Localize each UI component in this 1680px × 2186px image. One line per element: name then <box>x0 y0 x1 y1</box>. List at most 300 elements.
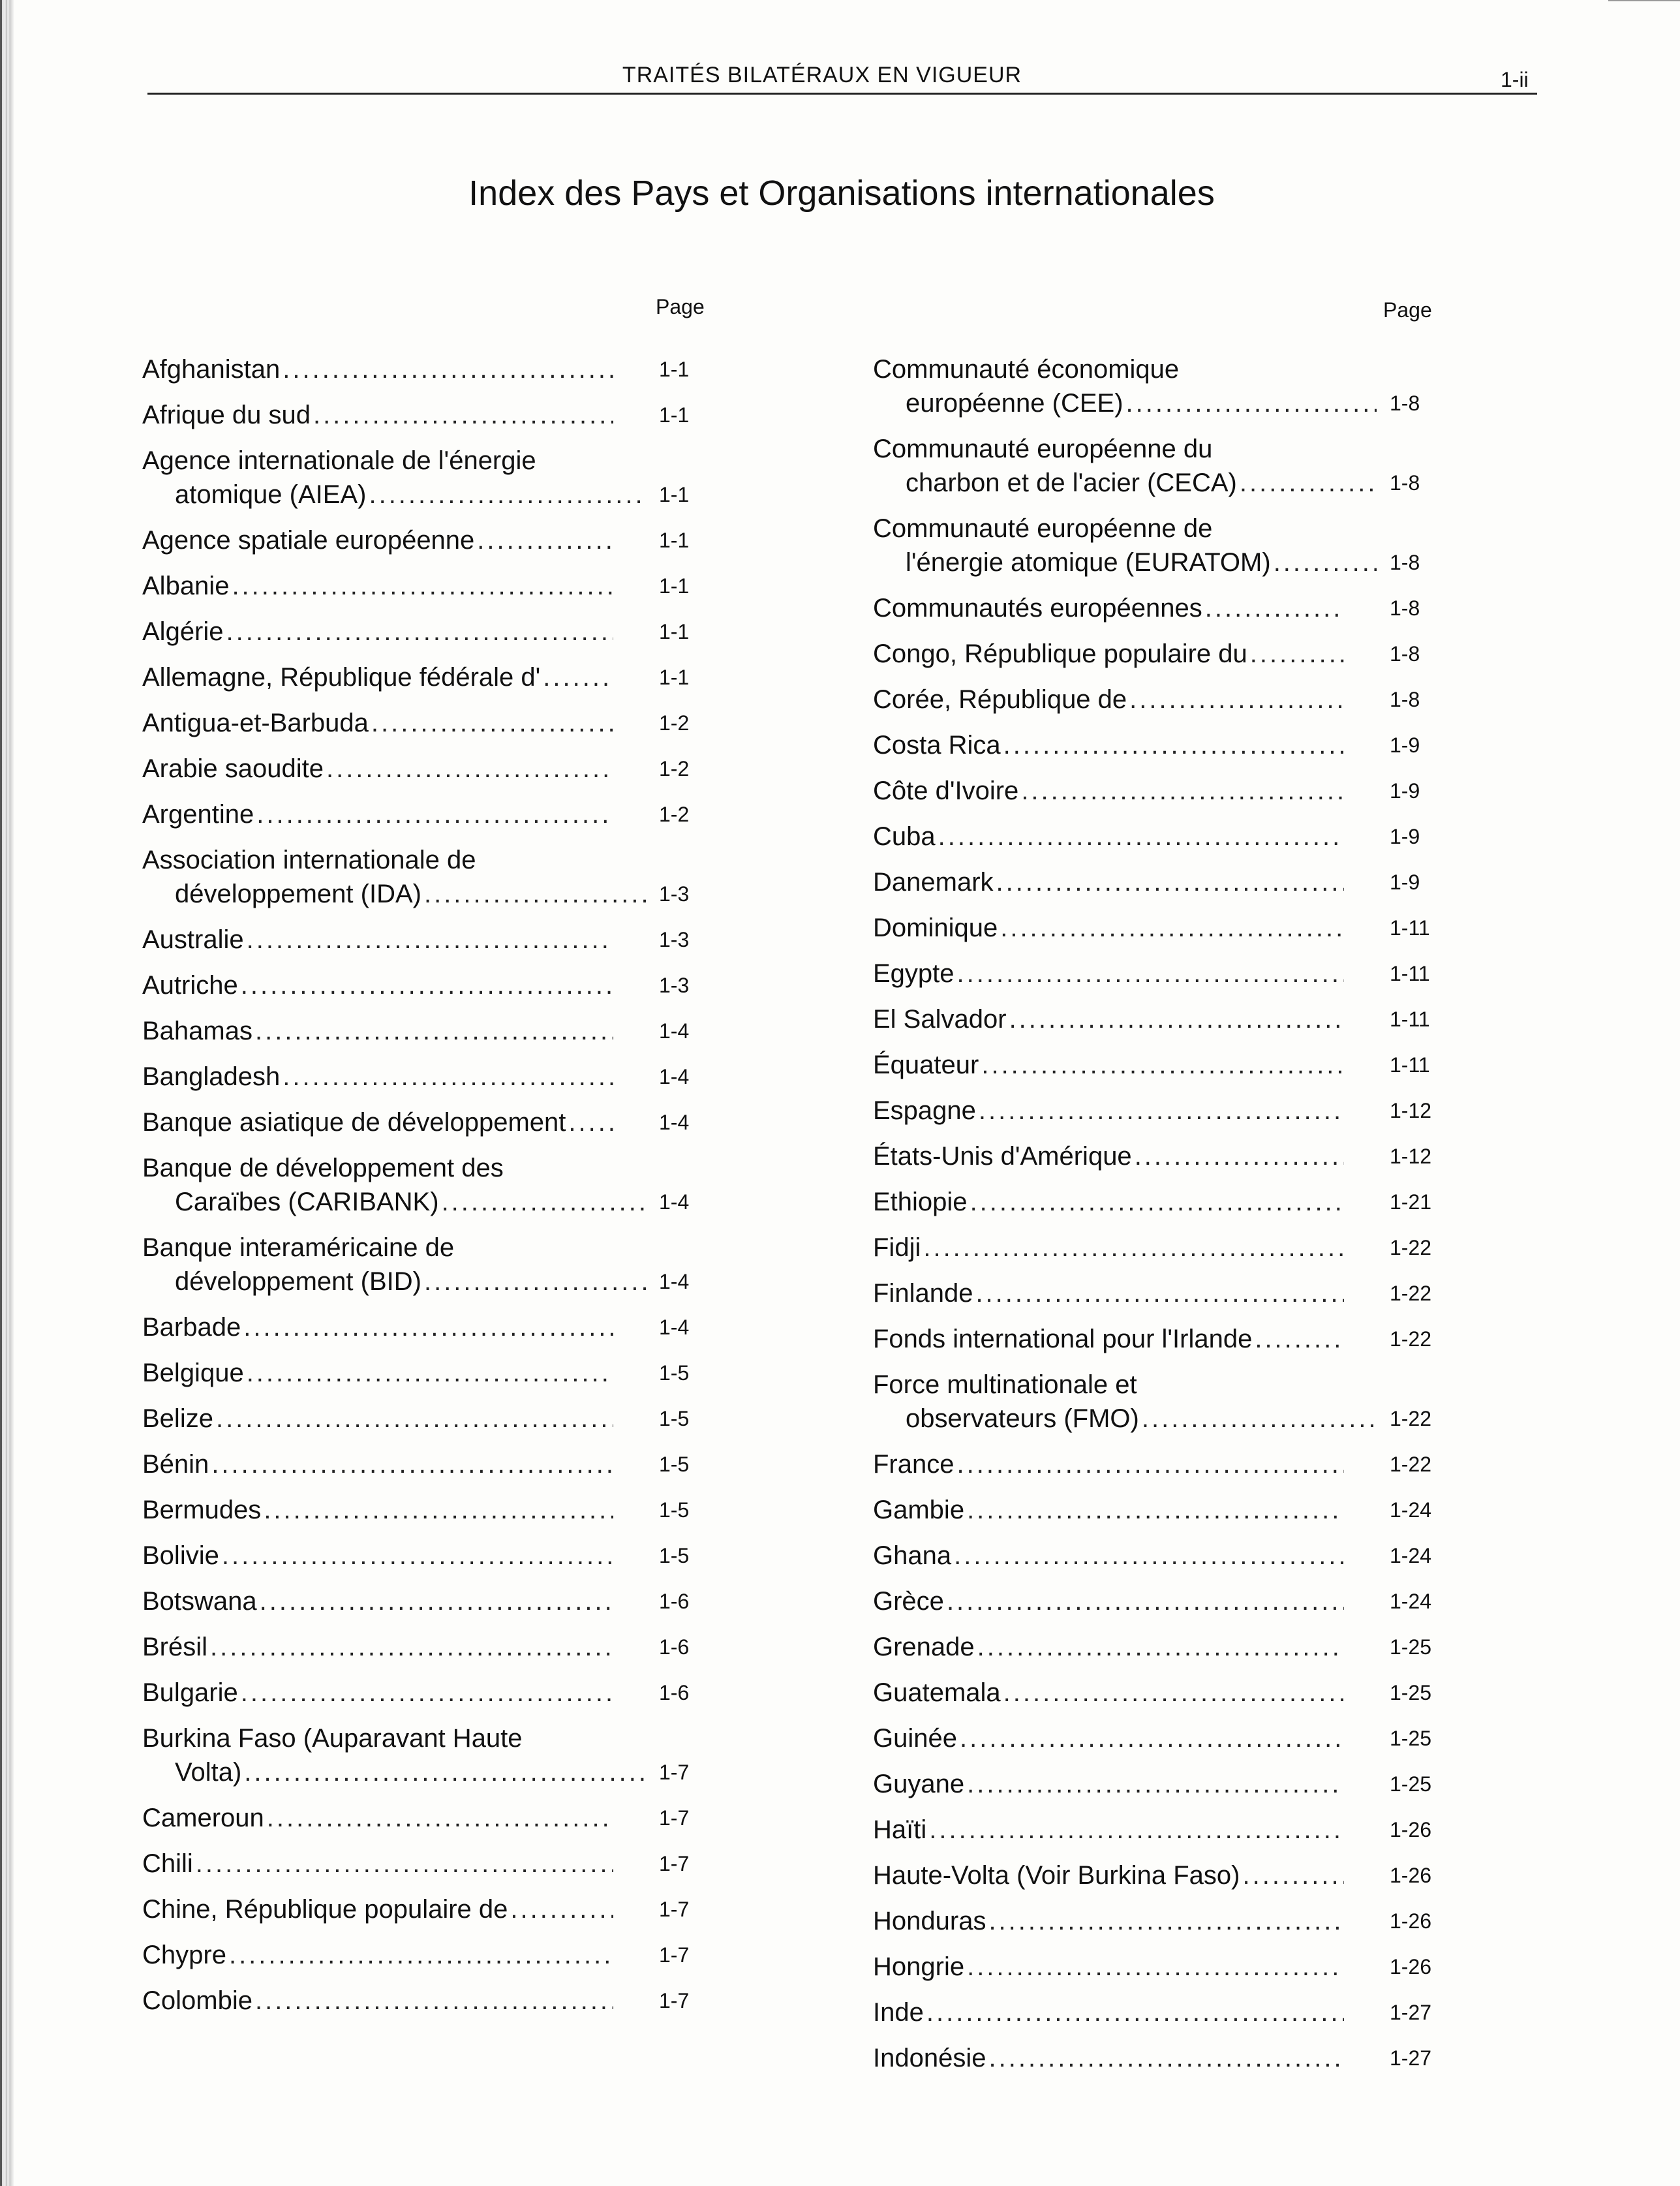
index-entry <box>142 1539 703 1573</box>
index-entry-name: Algérie <box>142 617 224 646</box>
index-entry-name: Bulgarie <box>142 1678 238 1707</box>
dot-leader <box>229 1938 613 1972</box>
index-entry-name: Egypte <box>873 959 955 988</box>
index-entry <box>142 523 703 557</box>
index-entry <box>142 706 703 740</box>
index-entry-name: Allemagne, République fédérale d' <box>142 663 541 692</box>
index-entry-name: Antigua-et-Barbuda <box>142 709 369 737</box>
index-entry <box>873 1048 1447 1082</box>
index-entry-name: Fidji <box>873 1233 921 1262</box>
index-entry-page: 1-3 <box>659 974 690 997</box>
index-entry-name: Guinée <box>873 1724 957 1753</box>
running-header-title: TRAITÉS BILATÉRAUX EN VIGUEUR <box>622 63 1022 87</box>
index-entry <box>873 1185 1447 1219</box>
index-entry-name: observateurs (FMO) <box>906 1404 1139 1433</box>
index-entry-name: Bolivie <box>142 1541 219 1570</box>
dot-leader <box>977 1630 1344 1664</box>
header-rule <box>147 93 1537 95</box>
index-entry-name: Ethiopie <box>873 1188 968 1216</box>
dot-leader <box>979 1094 1344 1128</box>
index-entry-page: 1-3 <box>659 882 690 906</box>
index-entry-line <box>142 615 613 649</box>
index-entry <box>873 1139 1447 1173</box>
index-entry-line <box>873 1002 1344 1036</box>
index-entry-name: Albanie <box>142 572 230 600</box>
index-entry-line <box>142 1847 613 1881</box>
index-entry-page: 1-21 <box>1390 1190 1432 1214</box>
dot-leader <box>260 1584 613 1618</box>
index-entry-line <box>873 774 1344 808</box>
index-entry-first-line: Communauté économique <box>873 355 1180 384</box>
dot-leader <box>313 398 613 432</box>
index-entry-page: 1-26 <box>1390 1955 1432 1978</box>
dot-leader <box>371 706 613 740</box>
dot-leader <box>241 968 613 1002</box>
index-entry-line <box>142 706 613 740</box>
index-entry-page: 1-2 <box>659 711 690 735</box>
index-entry-name: Ghana <box>873 1541 952 1570</box>
index-entry-line <box>873 2041 1344 2075</box>
dot-leader <box>957 1447 1345 1481</box>
index-entry <box>873 1995 1447 2029</box>
dot-leader <box>232 569 613 603</box>
index-entry-line <box>142 1539 613 1573</box>
index-entry-name: Danemark <box>873 868 994 897</box>
index-entry <box>873 1322 1447 1356</box>
index-entry-line <box>873 1767 1344 1801</box>
index-entry <box>142 1310 703 1344</box>
dot-leader <box>568 1105 613 1139</box>
index-entry-page: 1-9 <box>1390 733 1420 757</box>
index-entry <box>873 820 1447 854</box>
index-entry-line <box>873 546 1377 579</box>
index-entry-name: Chypre <box>142 1941 226 1969</box>
index-entry-name: Cameroun <box>142 1804 264 1832</box>
index-entry-line <box>142 1060 613 1094</box>
index-entry-page: 1-5 <box>659 1544 690 1567</box>
index-entry-line <box>873 1995 1344 2029</box>
index-entry <box>142 1676 703 1710</box>
scan-mark <box>1608 0 1680 4</box>
index-entry-line <box>873 1813 1344 1847</box>
index-entry-first-line: Force multinationale et <box>873 1370 1137 1399</box>
index-entry-page: 1-6 <box>659 1590 690 1613</box>
index-entry-line <box>873 1584 1344 1618</box>
index-entry <box>873 1858 1447 1892</box>
index-entry-line <box>142 1356 613 1390</box>
index-entry-name: Argentine <box>142 800 254 829</box>
index-entry-line <box>142 352 613 386</box>
index-entry-name: Brésil <box>142 1633 208 1661</box>
index-entry <box>873 1721 1447 1755</box>
index-entry-page: 1-1 <box>659 620 690 643</box>
index-entry <box>873 1584 1447 1618</box>
dot-leader <box>255 1984 613 2018</box>
dot-leader <box>938 820 1344 854</box>
dot-leader <box>442 1185 646 1219</box>
index-entry <box>142 752 703 786</box>
index-entry-line <box>142 478 646 512</box>
index-entry-first-line: Agence internationale de l'énergie <box>142 446 536 475</box>
dot-leader <box>1021 774 1344 808</box>
dot-leader <box>1126 386 1377 420</box>
index-entry-line <box>873 1447 1344 1481</box>
index-entry-name: Autriche <box>142 971 238 1000</box>
index-entry-page: 1-26 <box>1390 1909 1432 1933</box>
index-entry-line <box>873 1950 1344 1984</box>
index-entry-name: Guatemala <box>873 1678 1001 1707</box>
index-entry <box>873 512 1447 579</box>
index-entry-first-line: Communauté européenne de <box>873 514 1213 543</box>
index-entry-name: Communautés européennes <box>873 594 1202 623</box>
index-entry-line <box>873 820 1344 854</box>
index-entry-page: 1-25 <box>1390 1772 1432 1796</box>
index-entry-name: Hongrie <box>873 1952 965 1981</box>
index-entry <box>873 637 1447 671</box>
index-entry-name: l'énergie atomique (EURATOM) <box>906 548 1271 577</box>
index-entry <box>142 1356 703 1390</box>
index-entry-line <box>873 1139 1344 1173</box>
index-entry <box>873 774 1447 808</box>
dot-leader <box>1003 1676 1344 1710</box>
index-entry-line <box>873 637 1344 671</box>
index-entry-line <box>873 1048 1344 1082</box>
index-entry <box>873 911 1447 945</box>
index-entry-line <box>142 1801 613 1835</box>
index-entry-line <box>873 683 1344 716</box>
index-entry-name: Chine, République populaire de <box>142 1895 508 1924</box>
index-entry-page: 1-5 <box>659 1498 690 1522</box>
index-entry-page: 1-4 <box>659 1270 690 1293</box>
index-entry <box>142 1984 703 2018</box>
index-entry-name: Botswana <box>142 1587 257 1616</box>
index-entry-line <box>142 1185 646 1219</box>
dot-leader <box>1242 1858 1344 1892</box>
index-entry <box>142 1231 703 1299</box>
index-entry-page: 1-1 <box>659 483 690 506</box>
dot-leader <box>369 478 646 512</box>
index-entry-first-line: Association internationale de <box>142 846 476 874</box>
index-entry <box>873 957 1447 991</box>
index-entry-name: Haïti <box>873 1815 927 1844</box>
index-entry-line <box>873 466 1377 500</box>
index-entry-name: El Salvador <box>873 1005 1007 1034</box>
dot-leader <box>1000 911 1344 945</box>
index-entry-line <box>142 523 613 557</box>
index-entry-page: 1-12 <box>1390 1099 1432 1122</box>
index-entry-name: Bahamas <box>142 1017 252 1045</box>
index-entry-first-line: Banque de développement des <box>142 1154 504 1182</box>
right-index-column <box>873 352 1447 2087</box>
dot-leader <box>970 1185 1344 1219</box>
index-entry <box>873 1950 1447 1984</box>
dot-leader <box>929 1813 1344 1847</box>
index-entry-page: 1-9 <box>1390 779 1420 803</box>
index-entry-name: Bermudes <box>142 1496 262 1524</box>
index-entry-page: 1-7 <box>659 1989 690 2012</box>
index-entry <box>142 1151 703 1219</box>
index-entry-name: Colombie <box>142 1986 252 2015</box>
index-entry <box>142 352 703 386</box>
index-entry-first-line: Communauté européenne du <box>873 435 1213 463</box>
index-entry <box>142 398 703 432</box>
dot-leader <box>424 877 646 911</box>
index-entry-page: 1-11 <box>1390 962 1430 985</box>
index-entry-name: Chili <box>142 1849 193 1878</box>
index-entry-line <box>873 1185 1344 1219</box>
index-entry-line <box>142 398 613 432</box>
index-entry-line <box>873 1276 1344 1310</box>
index-entry-page: 1-1 <box>659 529 690 552</box>
index-entry-name: Équateur <box>873 1051 979 1079</box>
index-entry-name: développement (IDA) <box>175 880 421 908</box>
index-entry <box>142 1402 703 1436</box>
index-entry-name: Costa Rica <box>873 731 1001 760</box>
left-index-column <box>142 352 703 2029</box>
index-entry-page: 1-11 <box>1390 916 1430 940</box>
dot-leader <box>1274 546 1377 579</box>
index-entry-line <box>873 865 1344 899</box>
index-entry-name: Bangladesh <box>142 1062 281 1091</box>
dot-leader <box>247 923 613 957</box>
index-entry-line <box>142 1265 646 1299</box>
index-entry-page: 1-1 <box>659 574 690 598</box>
index-entry <box>873 1094 1447 1128</box>
index-entry-page: 1-24 <box>1390 1498 1432 1522</box>
dot-leader <box>247 1356 613 1390</box>
index-entry <box>142 1105 703 1139</box>
index-entry <box>142 1892 703 1926</box>
index-entry <box>873 1813 1447 1847</box>
index-entry-line <box>142 569 613 603</box>
index-entry <box>873 683 1447 716</box>
dot-leader <box>283 1060 613 1094</box>
dot-leader <box>981 1048 1344 1082</box>
index-entry-name: Arabie saoudite <box>142 754 324 783</box>
index-entry <box>873 1539 1447 1573</box>
index-entry-page: 1-25 <box>1390 1635 1432 1659</box>
index-entry <box>873 1676 1447 1710</box>
index-entry-line <box>142 1630 613 1664</box>
index-entry <box>873 1904 1447 1938</box>
dot-leader <box>975 1276 1344 1310</box>
index-entry <box>873 1002 1447 1036</box>
index-entry <box>142 444 703 512</box>
index-entry-page: 1-8 <box>1390 392 1420 415</box>
index-entry-page: 1-22 <box>1390 1236 1432 1259</box>
index-entry-page: 1-8 <box>1390 642 1420 666</box>
index-entry <box>142 923 703 957</box>
index-entry-line <box>142 797 613 831</box>
index-entry-name: Gambie <box>873 1496 965 1524</box>
index-entry-line <box>873 1721 1344 1755</box>
index-entry-name: États-Unis d'Amérique <box>873 1142 1132 1171</box>
index-entry-page: 1-9 <box>1390 870 1420 894</box>
index-entry-page: 1-4 <box>659 1111 690 1134</box>
dot-leader <box>1009 1002 1344 1036</box>
dot-leader <box>967 1493 1344 1527</box>
index-entry-page: 1-26 <box>1390 1864 1432 1887</box>
index-entry-name: Haute-Volta (Voir Burkina Faso) <box>873 1861 1240 1890</box>
dot-leader <box>957 957 1344 991</box>
index-entry-page: 1-22 <box>1390 1282 1432 1305</box>
index-entry-line <box>873 911 1344 945</box>
index-entry-page: 1-7 <box>659 1852 690 1875</box>
dot-leader <box>477 523 613 557</box>
index-entry-name: atomique (AIEA) <box>175 480 367 509</box>
index-entry-line <box>142 1755 646 1789</box>
scan-binding-edge <box>0 0 14 2186</box>
index-entry-name: Caraïbes (CARIBANK) <box>175 1188 439 1216</box>
index-entry-line <box>142 1493 613 1527</box>
dot-leader <box>1205 591 1344 625</box>
dot-leader <box>1255 1322 1344 1356</box>
index-entry <box>142 1847 703 1881</box>
index-entry-line <box>142 1584 613 1618</box>
index-entry-page: 1-27 <box>1390 2001 1432 2024</box>
index-entry <box>142 615 703 649</box>
index-entry-page: 1-1 <box>659 358 690 381</box>
index-entry-name: France <box>873 1450 955 1479</box>
index-entry-line <box>142 1014 613 1048</box>
index-entry-page: 1-5 <box>659 1453 690 1476</box>
dot-leader <box>264 1493 613 1527</box>
page-number: 1-ii <box>1501 68 1529 91</box>
dot-leader <box>954 1539 1344 1573</box>
index-entry-page: 1-4 <box>659 1190 690 1214</box>
index-entry-page: 1-11 <box>1390 1053 1430 1077</box>
index-entry-page: 1-24 <box>1390 1544 1432 1567</box>
index-entry-page: 1-9 <box>1390 825 1420 848</box>
dot-leader <box>510 1892 613 1926</box>
index-entry-line <box>142 877 646 911</box>
index-entry-name: Cuba <box>873 822 936 851</box>
index-entry-line <box>142 968 613 1002</box>
index-entry-line <box>142 660 613 694</box>
index-entry-name: Honduras <box>873 1907 986 1935</box>
index-entry-page: 1-4 <box>659 1316 690 1339</box>
index-entry-page: 1-7 <box>659 1943 690 1967</box>
index-entry-line <box>873 1402 1377 1436</box>
dot-leader <box>244 1755 646 1789</box>
index-entry <box>873 1447 1447 1481</box>
index-entry-page: 1-3 <box>659 928 690 951</box>
index-entry-name: Banque asiatique de développement <box>142 1108 566 1137</box>
index-entry <box>873 1231 1447 1265</box>
index-entry <box>873 1630 1447 1664</box>
index-entry-name: Afghanistan <box>142 355 281 384</box>
index-entry-line <box>142 923 613 957</box>
dot-leader <box>1142 1402 1377 1436</box>
dot-leader <box>960 1721 1344 1755</box>
index-entry <box>142 968 703 1002</box>
index-entry-name: Espagne <box>873 1096 976 1125</box>
index-entry-page: 1-2 <box>659 757 690 780</box>
dot-leader <box>1129 683 1344 716</box>
index-entry-page: 1-25 <box>1390 1727 1432 1750</box>
index-entry <box>142 1630 703 1664</box>
index-entry-line <box>142 1938 613 1972</box>
index-entry-name: Corée, République de <box>873 685 1127 714</box>
index-entry-page: 1-4 <box>659 1065 690 1088</box>
dot-leader <box>216 1402 613 1436</box>
index-entry-line <box>142 752 613 786</box>
index-entry-line <box>873 591 1344 625</box>
dot-leader <box>967 1767 1344 1801</box>
dot-leader <box>996 865 1344 899</box>
index-entry <box>873 1368 1447 1436</box>
index-entry-name: Bénin <box>142 1450 209 1479</box>
index-entry <box>873 865 1447 899</box>
index-entry-page: 1-11 <box>1390 1008 1430 1031</box>
index-entry-line <box>873 1493 1344 1527</box>
index-entry-name: Grenade <box>873 1633 975 1661</box>
index-entry-name: Guyane <box>873 1770 965 1798</box>
index-entry-line <box>142 1984 613 2018</box>
index-entry-line <box>873 1322 1344 1356</box>
index-entry-page: 1-7 <box>659 1898 690 1921</box>
dot-leader <box>241 1676 613 1710</box>
index-entry <box>142 797 703 831</box>
index-entry-line <box>873 1676 1344 1710</box>
index-entry <box>142 1060 703 1094</box>
index-entry-line <box>142 1676 613 1710</box>
index-entry <box>873 2041 1447 2075</box>
dot-leader <box>326 752 613 786</box>
index-entry-name: européenne (CEE) <box>906 389 1123 418</box>
index-entry-line <box>142 1447 613 1481</box>
index-entry <box>142 1938 703 1972</box>
index-entry <box>142 1447 703 1481</box>
index-entry <box>142 843 703 911</box>
dot-leader <box>947 1584 1344 1618</box>
index-entry-line <box>873 728 1344 762</box>
dot-leader <box>222 1539 613 1573</box>
index-entry-page: 1-8 <box>1390 471 1420 495</box>
index-entry-name: développement (BID) <box>175 1267 421 1296</box>
index-entry <box>142 1584 703 1618</box>
index-entry <box>873 432 1447 500</box>
index-entry-page: 1-25 <box>1390 1681 1432 1704</box>
dot-leader <box>1003 728 1344 762</box>
index-entry-name: Belgique <box>142 1359 244 1387</box>
dot-leader <box>967 1950 1344 1984</box>
index-entry-name: Barbade <box>142 1313 241 1342</box>
index-entry-line <box>142 1402 613 1436</box>
index-entry-name: Volta) <box>175 1758 242 1787</box>
dot-leader <box>1240 466 1377 500</box>
index-entry-line <box>873 1858 1344 1892</box>
index-entry-page: 1-22 <box>1390 1407 1432 1430</box>
index-entry-page: 1-8 <box>1390 596 1420 620</box>
index-entry-page: 1-12 <box>1390 1145 1432 1168</box>
index-entry <box>873 728 1447 762</box>
index-entry-name: charbon et de l'acier (CECA) <box>906 469 1237 497</box>
index-entry-line <box>873 1539 1344 1573</box>
dot-leader <box>196 1847 613 1881</box>
index-entry-line <box>142 1310 613 1344</box>
dot-leader <box>988 1904 1344 1938</box>
left-column-page-heading: Page <box>656 295 705 318</box>
dot-leader <box>543 660 613 694</box>
dot-leader <box>923 1231 1344 1265</box>
index-entry <box>873 352 1447 420</box>
index-entry-name: Congo, République populaire du <box>873 639 1247 668</box>
index-entry-page: 1-7 <box>659 1761 690 1784</box>
dot-leader <box>926 1995 1344 2029</box>
index-entry <box>873 1493 1447 1527</box>
index-entry-line <box>873 386 1377 420</box>
